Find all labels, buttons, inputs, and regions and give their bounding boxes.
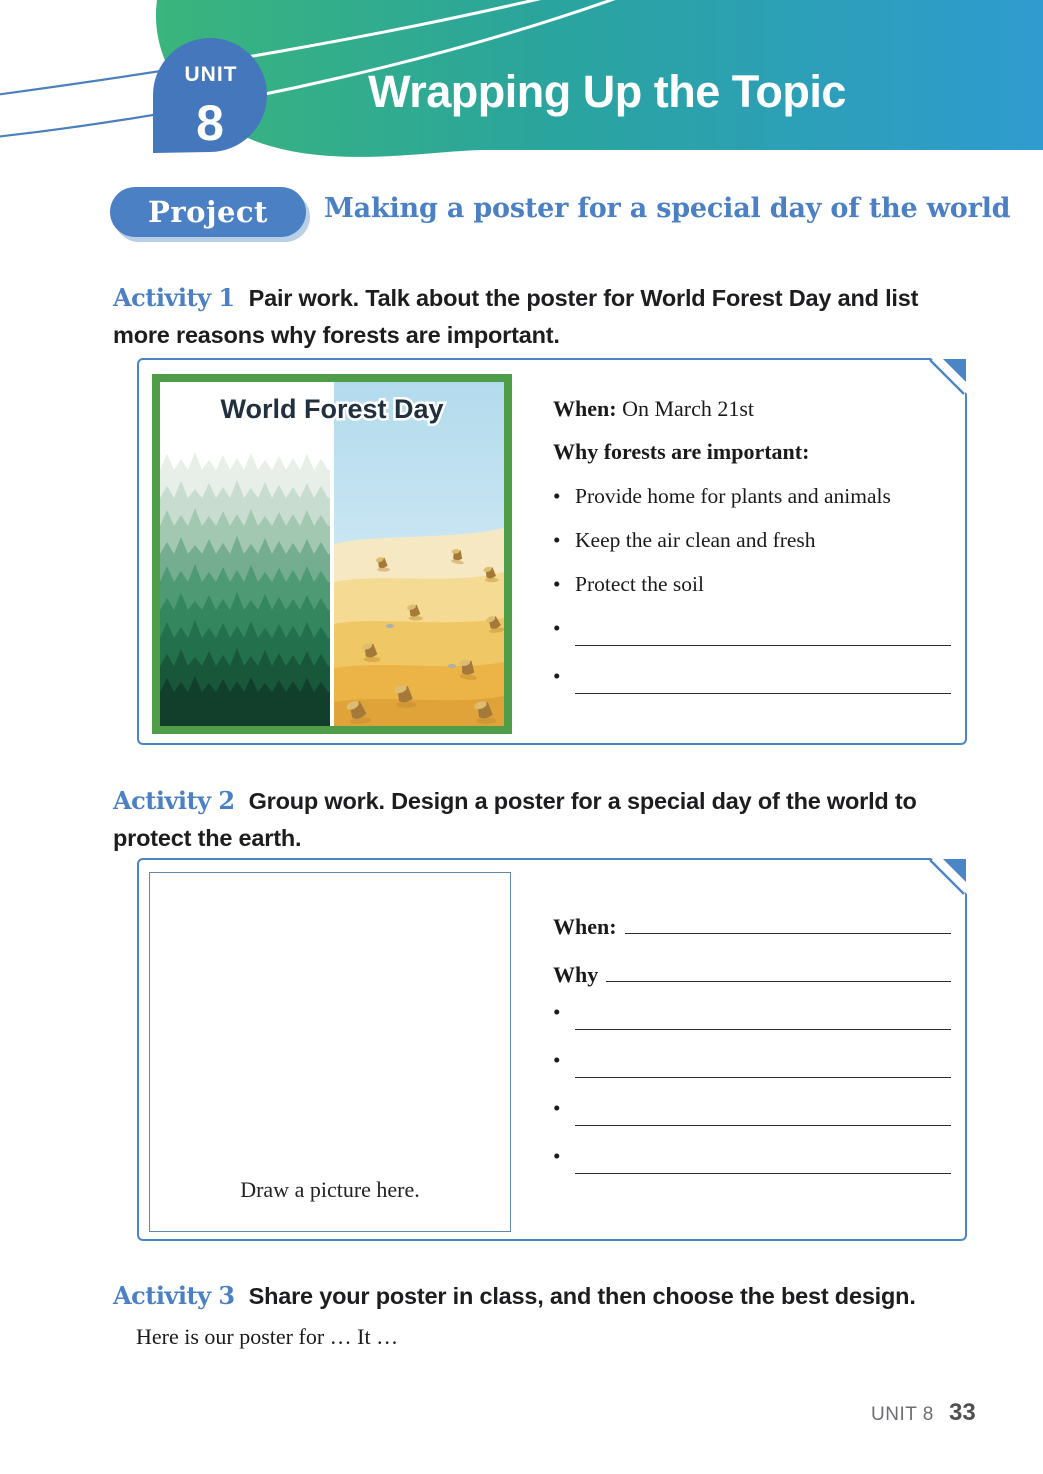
reason-text: Protect the soil xyxy=(575,572,704,596)
bullet-icon: • xyxy=(553,1048,561,1072)
page-title: Wrapping Up the Topic xyxy=(368,66,846,117)
blank-reasons-list xyxy=(553,616,951,694)
blank-line-item xyxy=(553,616,951,646)
when-value: On March 21st xyxy=(622,396,755,421)
unit-badge-number: 8 xyxy=(196,95,224,151)
write-in-blank-line xyxy=(575,1095,951,1126)
activity2-label: Activity 2 xyxy=(113,786,235,815)
when-blank-line xyxy=(625,899,951,934)
blank-reasons-list xyxy=(553,1000,951,1174)
activity2-heading xyxy=(113,782,971,857)
write-in-blank-line xyxy=(575,615,951,646)
activity2-notes-column xyxy=(553,904,951,1192)
reason-item xyxy=(553,572,951,597)
blank-line-item xyxy=(553,1144,951,1174)
when-line xyxy=(553,396,951,422)
deforested-half-illustration xyxy=(334,382,505,726)
forest-half-illustration xyxy=(160,452,330,726)
bullet-icon: • xyxy=(553,616,561,640)
poster-title: World Forest Day xyxy=(220,394,444,424)
write-in-blank-line xyxy=(575,999,951,1030)
blank-line-item xyxy=(553,1096,951,1126)
draw-picture-area xyxy=(149,872,511,1232)
reason-text: Keep the air clean and fresh xyxy=(575,528,816,552)
why-blank-row xyxy=(553,952,951,986)
blank-line-item xyxy=(553,1000,951,1030)
bullet-icon: • xyxy=(553,528,561,552)
blank-line-item xyxy=(553,1048,951,1078)
activity1-label: Activity 1 xyxy=(113,283,235,312)
when-label: When: xyxy=(553,396,617,421)
activity1-instruction: Pair work. Talk about the poster for World Forest Day and list more reasons why forests are important. xyxy=(113,285,919,348)
world-forest-day-poster xyxy=(152,374,512,734)
bullet-icon: • xyxy=(553,1144,561,1168)
project-heading: Making a poster for a special day of the world xyxy=(324,193,1011,224)
bullet-icon: • xyxy=(553,484,561,508)
footer-unit-label: UNIT 8 xyxy=(871,1404,934,1425)
footer-page-number: 33 xyxy=(949,1399,976,1426)
why-label: Why forests are important: xyxy=(553,439,810,464)
activity2-instruction: Group work. Design a poster for a special day of the world to protect the earth. xyxy=(113,788,917,851)
reason-text: Provide home for plants and animals xyxy=(575,484,891,508)
reason-item xyxy=(553,484,951,509)
blank-line-item xyxy=(553,664,951,694)
bullet-icon: • xyxy=(553,1096,561,1120)
activity3-label: Activity 3 xyxy=(113,1281,235,1310)
when-label: When: xyxy=(553,914,617,939)
write-in-blank-line xyxy=(575,1047,951,1078)
write-in-blank-line xyxy=(575,663,951,694)
activity3-example-sentence: Here is our poster for … It … xyxy=(136,1324,399,1349)
activity2-answer-box xyxy=(137,858,967,1241)
folded-corner-decoration xyxy=(915,358,967,410)
write-in-blank-line xyxy=(575,1143,951,1174)
why-label: Why xyxy=(553,962,599,987)
bullet-icon: • xyxy=(553,664,561,688)
activity3-instruction: Share your poster in class, and then choose the best design. xyxy=(248,1283,916,1309)
draw-picture-hint: Draw a picture here. xyxy=(240,1177,420,1202)
project-badge-label: Project xyxy=(148,195,268,229)
reasons-list xyxy=(553,484,951,597)
activity3-heading xyxy=(113,1277,971,1315)
when-blank-row xyxy=(553,904,951,938)
reason-item xyxy=(553,528,951,553)
bullet-icon: • xyxy=(553,1000,561,1024)
project-badge xyxy=(110,187,306,237)
folded-corner-decoration xyxy=(915,858,967,910)
why-blank-line xyxy=(606,947,951,982)
bullet-icon: • xyxy=(553,572,561,596)
activity1-answer-box xyxy=(137,358,967,745)
activity1-notes-column xyxy=(553,396,951,712)
unit-badge-label: UNIT xyxy=(184,63,238,86)
activity1-heading xyxy=(113,279,971,354)
